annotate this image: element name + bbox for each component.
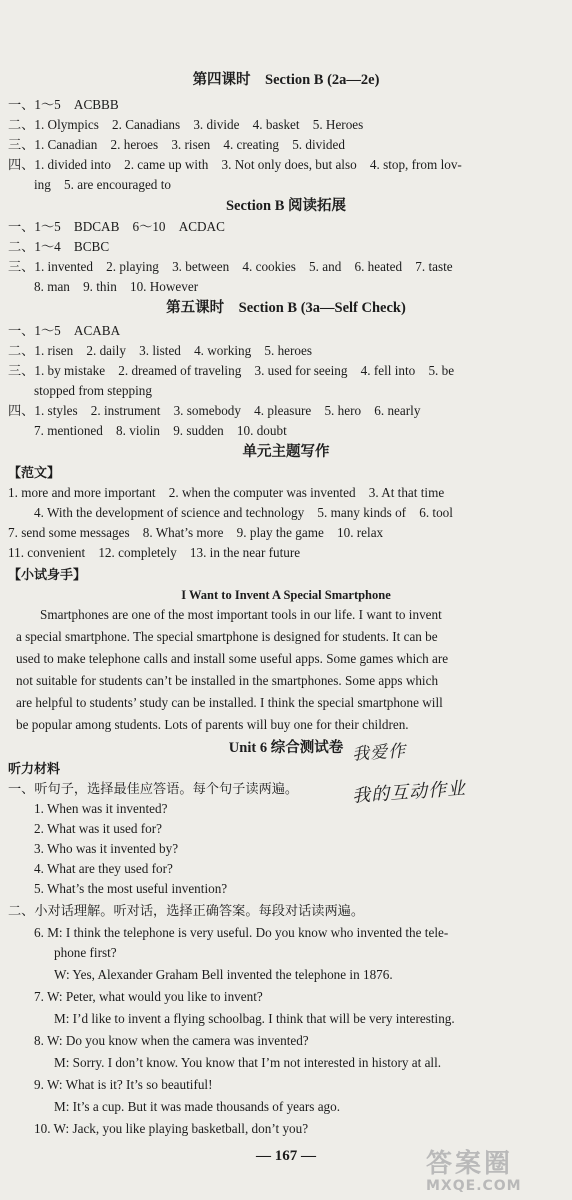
answer-line: 1. more and more important 2. when the computer was invented 3. At that time: [8, 485, 445, 500]
unit-title: Unit 6 综合测试卷: [228, 740, 344, 756]
essay-line: are helpful to students’ study can be installed. I think the special smartphone will: [16, 695, 443, 710]
watermark-text: 答案圈: [426, 1149, 514, 1179]
watermark-url: MXQE.COM: [426, 1178, 522, 1194]
essay-title: I Want to Invent A Special Smartphone: [181, 588, 391, 602]
answer-line: 三、1. Canadian 2. heroes 3. risen 4. creating 5. divided: [8, 137, 345, 152]
question-line: 3. Who was it invented by?: [34, 841, 179, 856]
dialog-line: M: I’d like to invent a flying schoolbag. I think that will be very interesting.: [54, 1011, 455, 1026]
listening-tag: 听力材料: [8, 761, 61, 776]
question-line: 5. What’s the most useful invention?: [34, 881, 228, 896]
answer-line: 一、1～5 ACBBB: [8, 97, 119, 112]
essay-line: used to make telephone calls and install some useful apps. Some games which are: [16, 651, 449, 666]
dialog-line: W: Yes, Alexander Graham Bell invented the telephone in 1876.: [54, 967, 393, 982]
answer-line: 三、1. by mistake 2. dreamed of traveling 3. used for seeing 4. fell into 5. be: [8, 363, 455, 378]
answer-line: 二、1～4 BCBC: [8, 239, 110, 254]
handwriting-note: 我爱作: [351, 741, 407, 765]
dialog-line: 7. W: Peter, what would you like to invent?: [34, 989, 263, 1004]
answer-line: 二、1. Olympics 2. Canadians 3. divide 4. basket 5. Heroes: [8, 117, 364, 132]
dialog-line: M: Sorry. I don’t know. You know that I’m not interested in history at all.: [54, 1055, 442, 1070]
answer-line: 7. mentioned 8. violin 9. sudden 10. doubt: [34, 423, 287, 438]
essay-line: Smartphones are one of the most important tools in our life. I want to invent: [40, 607, 442, 622]
page-number: — 167 —: [256, 1148, 316, 1164]
answer-line: 7. send some messages 8. What’s more 9. play the game 10. relax: [8, 525, 384, 540]
dialog-line: 10. W: Jack, you like playing basketball, don’t you?: [34, 1121, 309, 1136]
dialog-line: M: It’s a cup. But it was made thousands of years ago.: [54, 1099, 341, 1114]
section-intro: 二、小对话理解。听对话，选择正确答案。每段对话读两遍。: [8, 903, 365, 918]
answer-line: 三、1. invented 2. playing 3. between 4. cookies 5. and 6. heated 7. taste: [8, 259, 453, 274]
essay-line: not suitable for students can’t be installed in the smartphones. Some apps which: [16, 673, 439, 688]
answer-line: ing 5. are encouraged to: [34, 177, 171, 192]
dialog-line: 6. M: I think the telephone is very useful. Do you know who invented the tele-: [34, 925, 449, 940]
answer-line: stopped from stepping: [34, 383, 152, 398]
model-tag: 【范文】: [8, 465, 61, 480]
watermark-logo: [426, 1150, 566, 1198]
dialog-line: 9. W: What is it? It’s so beautiful!: [34, 1077, 213, 1092]
answer-line: 4. With the development of science and technology 5. many kinds of 6. tool: [34, 505, 453, 520]
question-line: 4. What are they used for?: [34, 861, 173, 876]
handwriting-note: 我的互动作业: [351, 778, 467, 807]
essay-line: a special smartphone. The special smartphone is designed for students. It can be: [16, 629, 438, 644]
question-line: 1. When was it invented?: [34, 801, 168, 816]
dialog-line: 8. W: Do you know when the camera was invented?: [34, 1033, 309, 1048]
section-intro: 一、听句子，选择最佳应答语。每个句子读两遍。: [8, 781, 299, 796]
answer-line: 11. convenient 12. completely 13. in the near future: [8, 545, 301, 560]
lesson5-title: 第五课时 Section B (3a—Self Check): [166, 300, 406, 316]
lesson4-title: 第四课时 Section B (2a—2e): [192, 72, 380, 88]
answer-line: 8. man 9. thin 10. However: [34, 279, 199, 294]
answer-line: 四、1. divided into 2. came up with 3. Not only does, but also 4. stop, from lov-: [8, 157, 462, 172]
answer-line: 一、1～5 ACABA: [8, 323, 121, 338]
essay-line: be popular among students. Lots of parents will buy one for their children.: [16, 717, 409, 732]
try-tag: 【小试身手】: [8, 567, 87, 582]
reading-title: Section B 阅读拓展: [225, 198, 347, 214]
dialog-line: phone first?: [54, 945, 117, 960]
answer-line: 四、1. styles 2. instrument 3. somebody 4. pleasure 5. hero 6. nearly: [8, 403, 421, 418]
question-line: 2. What was it used for?: [34, 821, 162, 836]
answer-line: 二、1. risen 2. daily 3. listed 4. working 5. heroes: [8, 343, 313, 358]
answer-line: 一、1～5 BDCAB 6～10 ACDAC: [8, 219, 225, 234]
writing-title: 单元主题写作: [242, 444, 330, 460]
